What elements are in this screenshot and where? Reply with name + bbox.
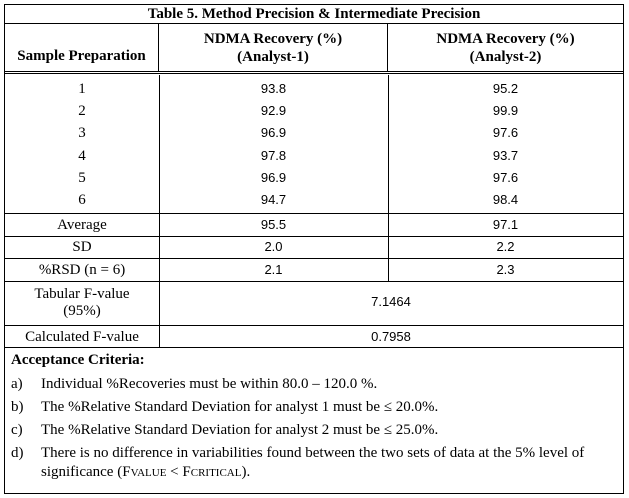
- header-analyst-2-line1: NDMA Recovery (%): [436, 31, 575, 47]
- criteria-letter: d): [11, 445, 24, 461]
- rsd-label: %RSD (n = 6): [38, 262, 126, 278]
- row-value-a2: 99.9: [492, 103, 519, 118]
- row-label: 3: [78, 125, 86, 141]
- rsd-a2: 2.3: [496, 262, 515, 277]
- row-value-a2: 95.2: [492, 81, 519, 96]
- row-value-a2: 97.6: [492, 125, 519, 140]
- criteria-d-sub-critical: CRITICAL: [190, 467, 242, 479]
- criteria-text: The %Relative Standard Deviation for analyst 2 must be ≤ 25.0%.: [41, 422, 439, 438]
- row-value-a2: 97.6: [492, 170, 519, 185]
- criteria-d-sub-value: VALUE: [130, 467, 167, 479]
- sd-a2: 2.2: [496, 239, 515, 254]
- header-analyst-2-line2: (Analyst-2): [469, 49, 542, 65]
- row-divider: [5, 281, 623, 282]
- criteria-title: Acceptance Criteria:: [11, 352, 145, 368]
- row-divider: [5, 258, 623, 259]
- criteria-letter: b): [11, 399, 24, 415]
- row-divider: [5, 325, 623, 326]
- header-analyst-1-line2: (Analyst-1): [237, 49, 309, 65]
- criteria-text: [41, 444, 619, 483]
- header-analyst-1-line1: NDMA Recovery (%): [203, 31, 343, 47]
- row-value-a1: 96.9: [260, 125, 287, 140]
- calculated-f-label: Calculated F-value: [25, 329, 139, 345]
- header-analyst-1: [159, 24, 388, 72]
- criteria-text: Individual %Recoveries must be within 80.0 – 120.0 %.: [41, 376, 378, 392]
- row-divider: [5, 213, 623, 214]
- row-value-a1: 96.9: [260, 170, 287, 185]
- average-a1: 95.5: [260, 217, 287, 232]
- row-value-a1: 94.7: [260, 192, 287, 207]
- row-value-a2: 93.7: [492, 148, 519, 163]
- tabular-f-label: [5, 286, 159, 320]
- criteria-letter: c): [11, 422, 23, 438]
- row-value-a2: 98.4: [492, 192, 519, 207]
- sd-label: SD: [72, 239, 92, 255]
- criteria-d-text: There is no difference in variabilities found between the two sets of data at the 5% level of significance (F: [41, 445, 585, 480]
- criteria-d-mid: < F: [166, 464, 191, 480]
- header-sample-preparation: Sample Preparation: [5, 24, 159, 72]
- row-divider: [5, 236, 623, 237]
- tabular-f-label-line2: (95%): [63, 303, 101, 319]
- row-value-a1: 92.9: [260, 103, 287, 118]
- row-value-a1: 93.8: [260, 81, 287, 96]
- table-title: Table 5. Method Precision & Intermediate Precision: [5, 5, 623, 24]
- row-label: 5: [78, 170, 86, 186]
- average-a2: 97.1: [492, 217, 519, 232]
- header-analyst-2: [388, 24, 623, 72]
- row-label: 6: [78, 192, 86, 208]
- row-value-a1: 97.8: [260, 148, 287, 163]
- rsd-a1: 2.1: [264, 262, 283, 277]
- header-divider: [5, 71, 623, 74]
- sd-a1: 2.0: [264, 239, 283, 254]
- tabular-f-label-line1: Tabular F-value: [34, 286, 130, 302]
- criteria-divider: [5, 347, 623, 348]
- criteria-text: The %Relative Standard Deviation for analyst 1 must be ≤ 20.0%.: [41, 399, 439, 415]
- row-label: 1: [78, 81, 86, 97]
- row-label: 2: [78, 103, 86, 119]
- average-label: Average: [57, 217, 107, 233]
- calculated-f-value: 0.7958: [371, 329, 411, 344]
- tabular-f-value: 7.1464: [371, 294, 411, 309]
- precision-table: [4, 4, 624, 494]
- criteria-letter: a): [11, 376, 23, 392]
- row-label: 4: [78, 148, 86, 164]
- criteria-d-end: ).: [241, 464, 251, 480]
